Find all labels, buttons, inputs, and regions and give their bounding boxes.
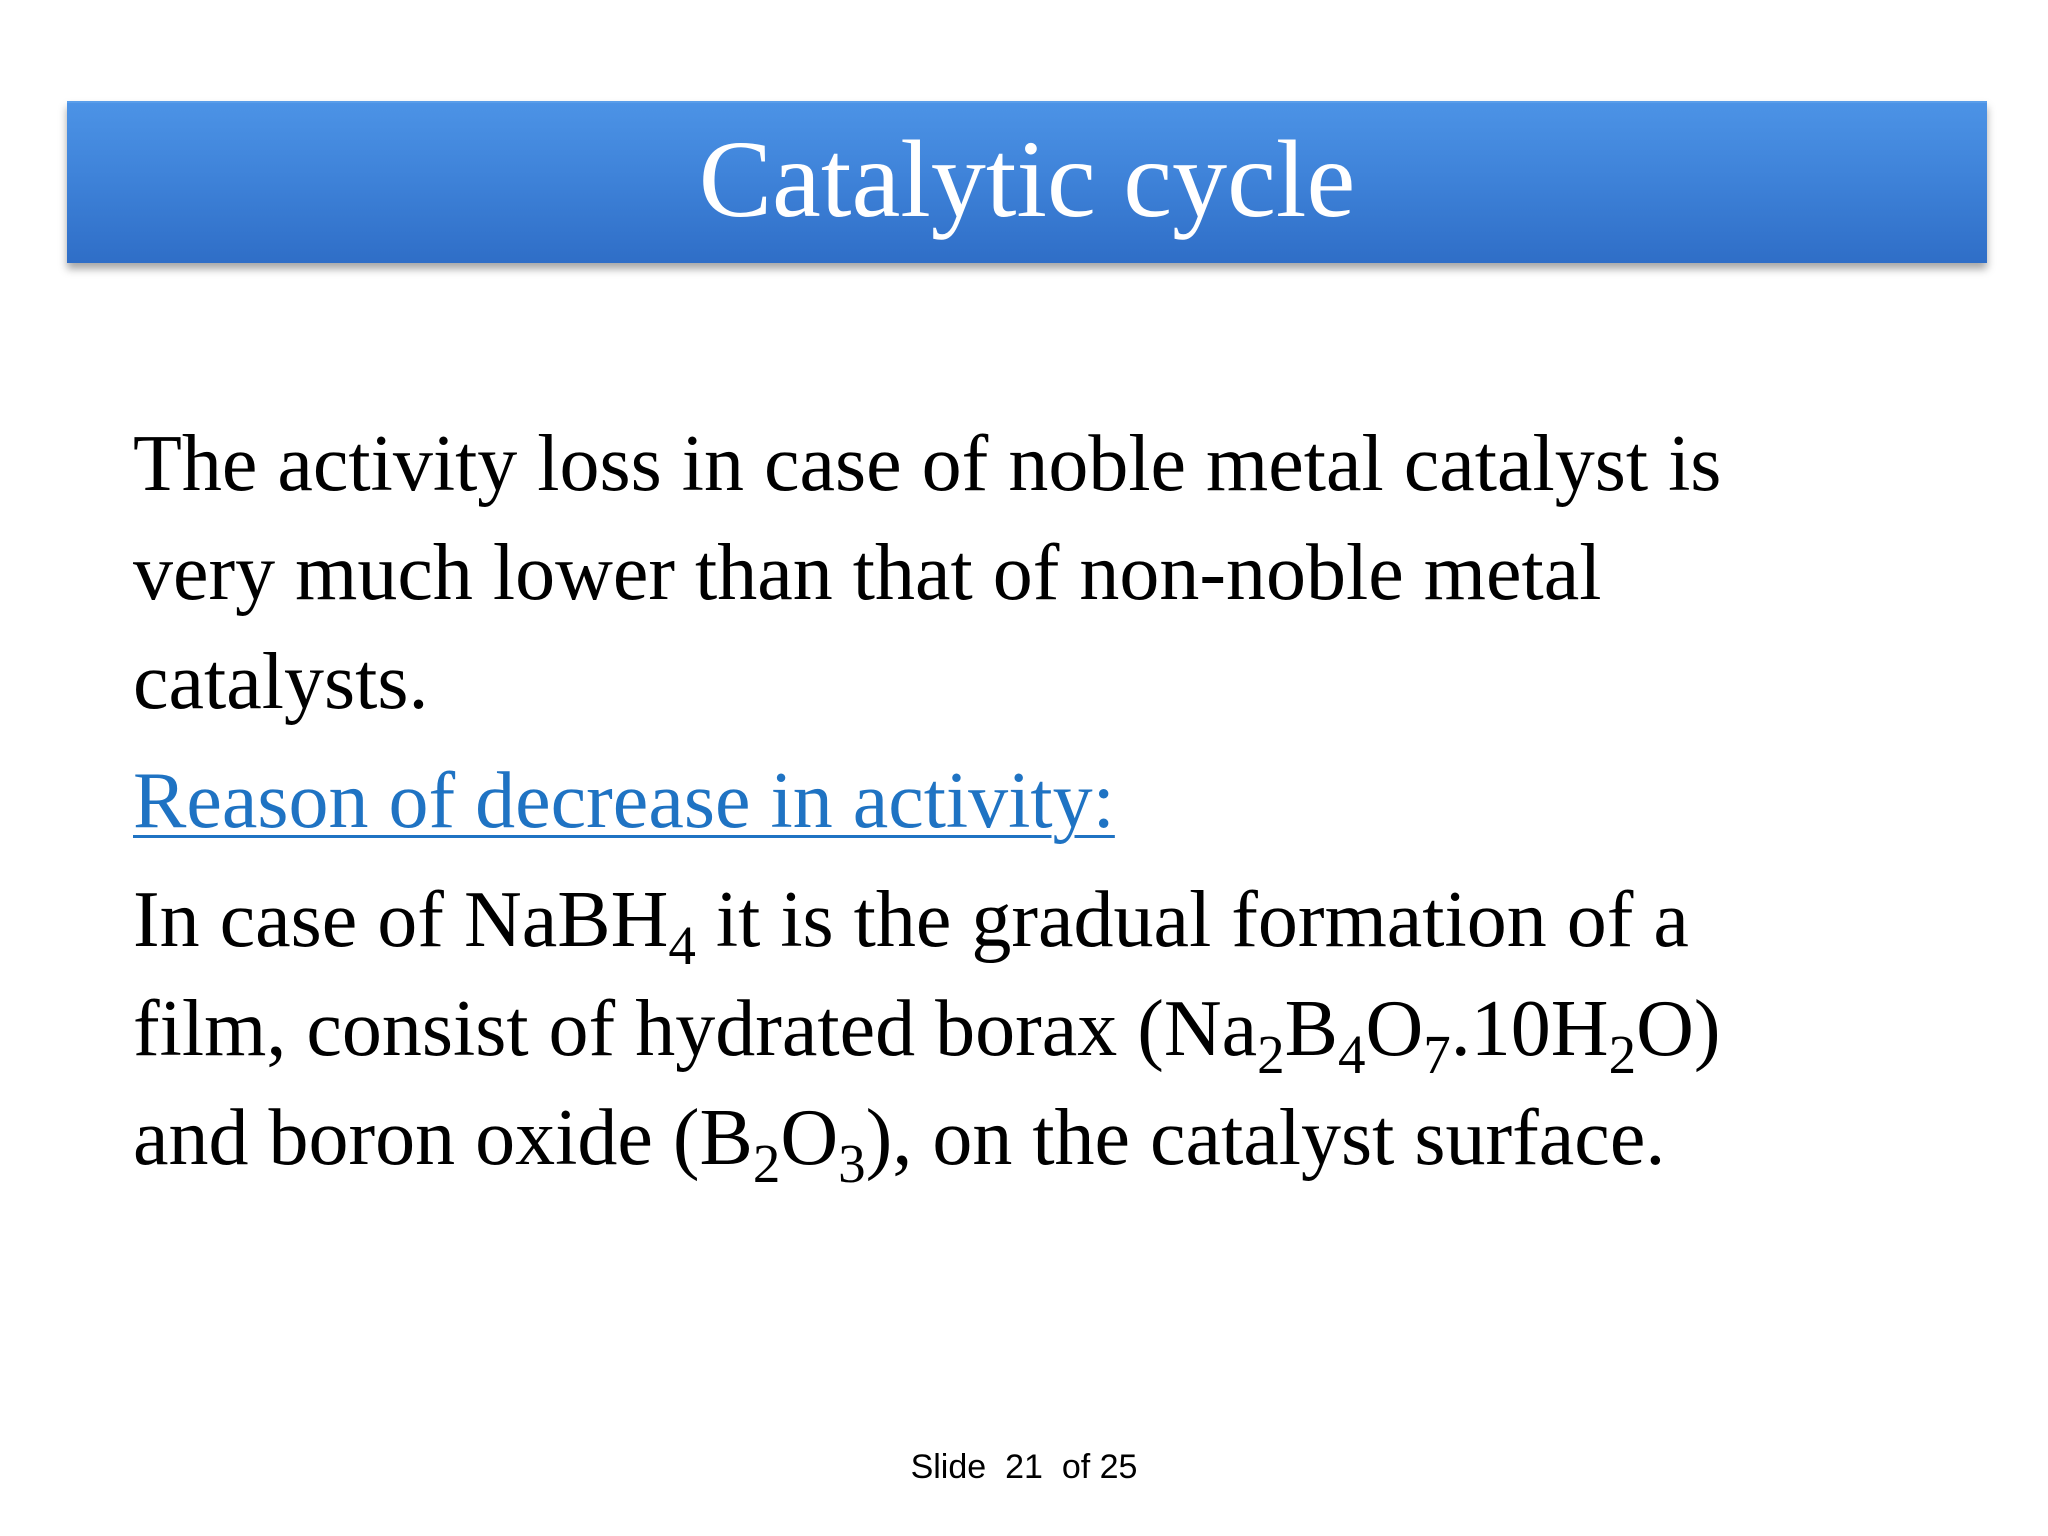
title-bar — [67, 101, 1987, 263]
slide-total: of 25 — [1061, 1448, 1138, 1486]
subscript: 2 — [752, 1133, 781, 1194]
slide-number: 21 — [1005, 1448, 1043, 1486]
slide-title: Catalytic cycle — [698, 118, 1356, 240]
subscript: 4 — [668, 915, 696, 976]
paragraph-reason — [133, 866, 1993, 1193]
subscript: 2 — [1608, 1024, 1637, 1085]
subscript: 4 — [1338, 1024, 1366, 1085]
text-run: film, consist of hydrated borax (Na — [133, 985, 1258, 1073]
paragraph-line — [133, 1084, 1993, 1193]
text-run: O) — [1636, 985, 1721, 1073]
reason-heading-link[interactable]: Reason of decrease in activity: — [133, 757, 1115, 845]
text-run: O — [1365, 985, 1424, 1073]
paragraph-line: The activity loss in case of noble metal catalyst is — [133, 420, 1722, 508]
slide-body — [133, 410, 1993, 1203]
slide-footer — [0, 1448, 2048, 1487]
paragraph-line — [133, 975, 1993, 1084]
text-run: B — [1284, 985, 1338, 1073]
text-run: O — [780, 1094, 839, 1182]
subscript: 2 — [1257, 1024, 1285, 1085]
text-run: In case of NaBH — [133, 876, 669, 964]
text-run: ), on the catalyst surface. — [865, 1094, 1666, 1182]
text-run: and boron oxide (B — [133, 1094, 753, 1182]
paragraph-line: very much lower than that of non-noble metal — [133, 529, 1602, 617]
paragraph-line: catalysts. — [133, 638, 429, 726]
paragraph-line — [133, 866, 1993, 975]
paragraph-activity-loss — [133, 410, 1993, 737]
subscript: 3 — [838, 1133, 866, 1194]
footer-label: Slide — [910, 1448, 987, 1486]
subscript: 7 — [1423, 1024, 1451, 1085]
text-run: it is the gradual formation of a — [695, 876, 1689, 964]
text-run: .10H — [1450, 985, 1609, 1073]
